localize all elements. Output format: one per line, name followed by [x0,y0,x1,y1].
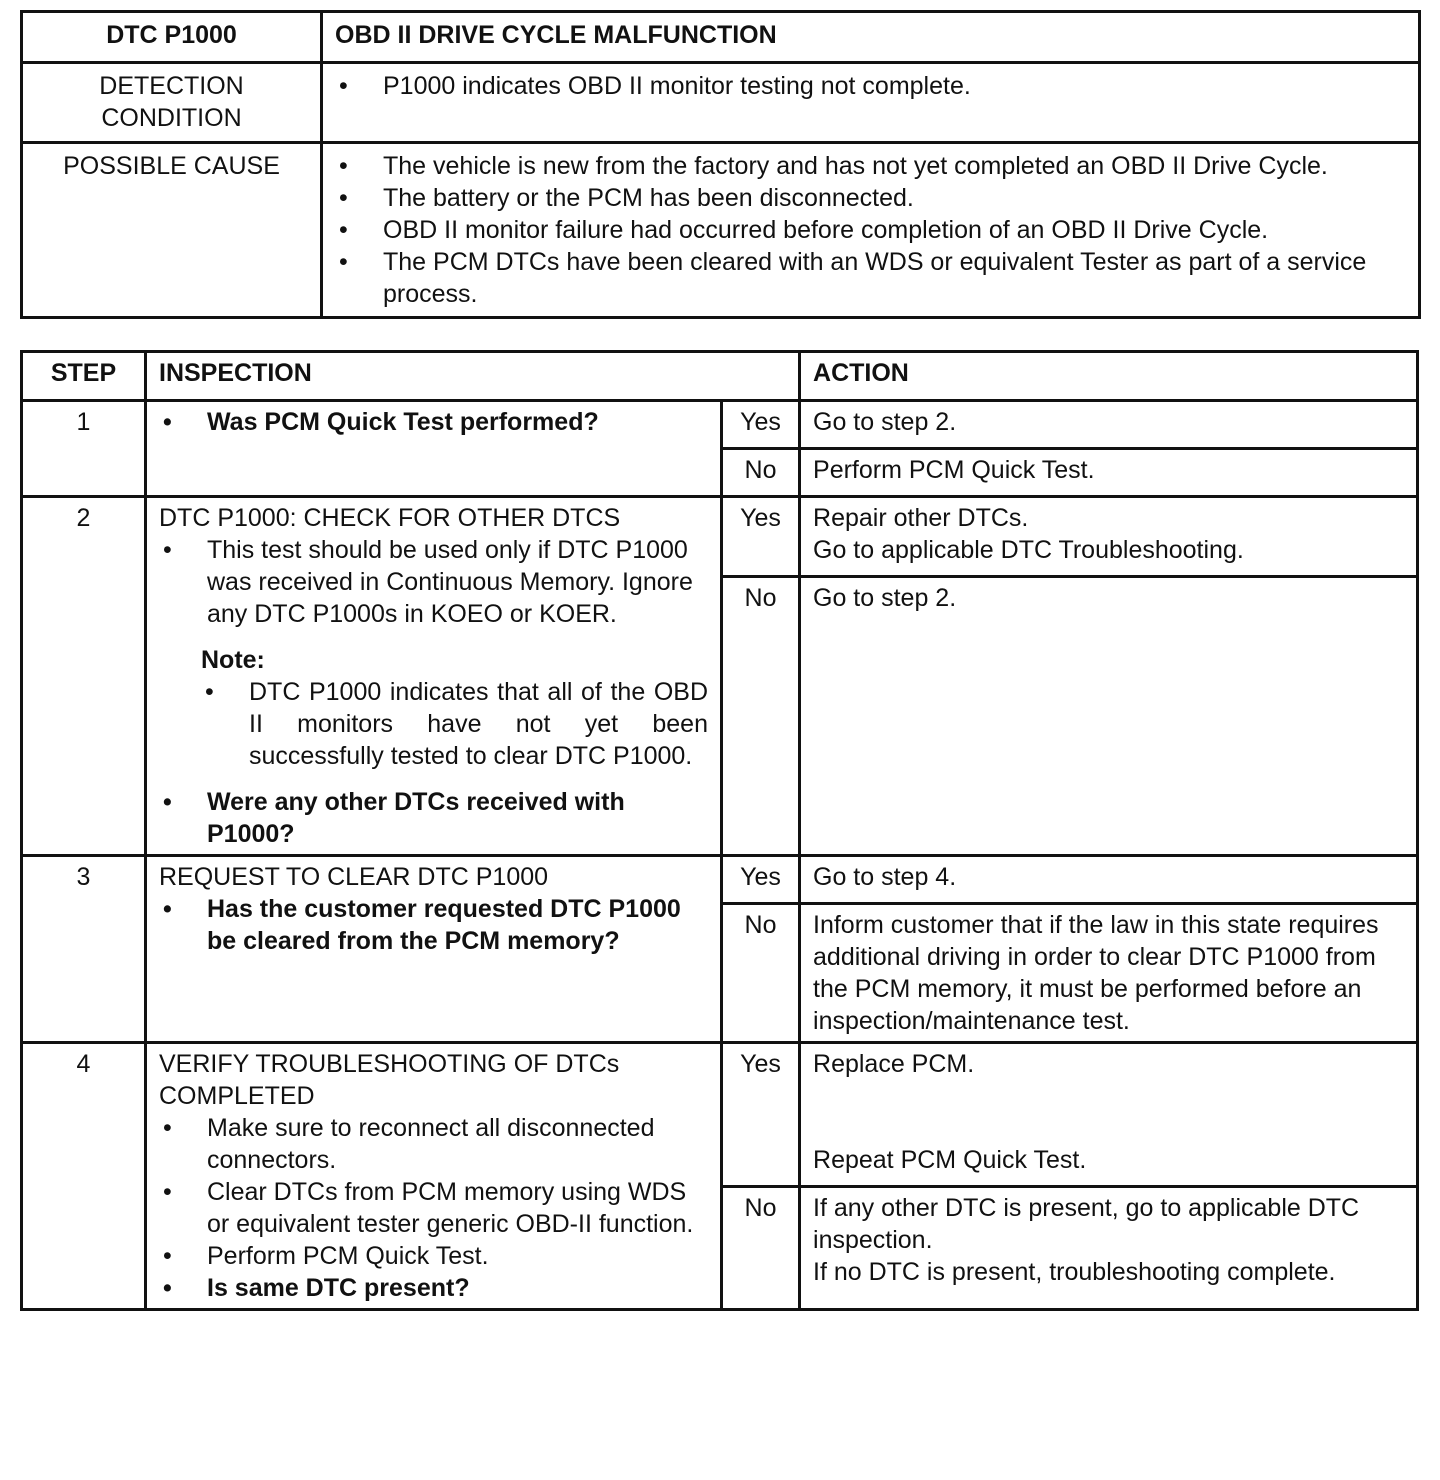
header-step: STEP [22,352,146,401]
cause-cell [322,143,1420,318]
step-2-yes-action-line: Repair other DTCs. [813,504,1029,532]
step-3-row [22,856,1418,904]
step-2-question: • Were any other DTCs received with P1000? [159,786,708,850]
step-1-number: 1 [22,401,146,497]
step-2-row [22,497,1418,577]
step-2-yes-action-line: Go to applicable DTC Troubleshooting. [813,536,1244,564]
step-4-bullet: • Clear DTCs from PCM memory using WDS or equivalent tester generic OBD-II function. [159,1176,708,1240]
spacer [813,1080,1404,1144]
step-3-title: REQUEST TO CLEAR DTC P1000 [159,863,549,891]
step-2-bullet: • This test should be used only if DTC P1000 was received in Continuous Memory. Ignore any DTC P1000s in KOEO or KOER. [159,534,708,630]
dtc-info-table [20,10,1421,319]
step-3-yes: Yes [722,856,800,904]
dtc-title: OBD II DRIVE CYCLE MALFUNCTION [322,12,1420,63]
step-2-yes: Yes [722,497,800,577]
header-inspection: INSPECTION [146,352,800,401]
step-4-no-action [800,1187,1418,1310]
cause-item: • The PCM DTCs have been cleared with an WDS or equivalent Tester as part of a service process. [335,246,1406,310]
step-3-no: No [722,904,800,1043]
step-2-number: 2 [22,497,146,856]
detection-row [22,63,1420,143]
step-1-row [22,401,1418,449]
step-1-yes: Yes [722,401,800,449]
detection-cell [322,63,1420,143]
dtc-header-row [22,12,1420,63]
step-2-no: No [722,577,800,856]
cause-item: • The battery or the PCM has been disconnected. [335,182,1406,214]
step-1-inspection [146,401,722,497]
step-4-no-action-line: If any other DTC is present, go to applicable DTC inspection. [813,1194,1360,1254]
step-1-no: No [722,449,800,497]
step-2-note-label: Note: [201,646,265,674]
dtc-code: DTC P1000 [22,12,322,63]
step-4-question: • Is same DTC present? [159,1272,708,1304]
step-4-yes-action [800,1043,1418,1187]
step-4-number: 4 [22,1043,146,1310]
step-4-bullet: • Make sure to reconnect all disconnected connectors. [159,1112,708,1176]
step-1-no-action: Perform PCM Quick Test. [800,449,1418,497]
cause-label: POSSIBLE CAUSE [22,143,322,318]
step-4-row [22,1043,1418,1187]
step-3-question: • Has the customer requested DTC P1000 be cleared from the PCM memory? [159,893,708,957]
step-4-yes-action-line: Replace PCM. [813,1050,975,1078]
cause-item: • The vehicle is new from the factory and has not yet completed an OBD II Drive Cycle. [335,150,1406,182]
step-4-no: No [722,1187,800,1310]
step-4-title: VERIFY TROUBLESHOOTING OF DTCs COMPLETED [159,1050,620,1110]
cause-item: • OBD II monitor failure had occurred before completion of an OBD II Drive Cycle. [335,214,1406,246]
step-4-yes: Yes [722,1043,800,1187]
step-4-bullet: • Perform PCM Quick Test. [159,1240,708,1272]
step-2-title: DTC P1000: CHECK FOR OTHER DTCS [159,504,621,532]
steps-table [20,350,1419,1311]
steps-header-row [22,352,1418,401]
step-1-yes-action: Go to step 2. [800,401,1418,449]
detection-label: DETECTION CONDITION [22,63,322,143]
cause-row [22,143,1420,318]
step-2-yes-action [800,497,1418,577]
step-3-inspection [146,856,722,1043]
step-3-no-action: Inform customer that if the law in this state requires additional driving in order to clear DTC P1000 from the PCM memory, it must be performed before an inspection/maintenance test. [800,904,1418,1043]
detection-item: • P1000 indicates OBD II monitor testing not complete. [335,70,1406,102]
step-1-question: • Was PCM Quick Test performed? [159,406,708,438]
step-4-no-action-line: If no DTC is present, troubleshooting complete. [813,1258,1336,1286]
step-4-yes-action-line: Repeat PCM Quick Test. [813,1146,1087,1174]
step-4-inspection [146,1043,722,1310]
step-2-inspection [146,497,722,856]
step-2-note: • DTC P1000 indicates that all of the OBD II monitors have not yet been successfully tested to clear DTC P1000. [201,676,708,772]
header-action: ACTION [800,352,1418,401]
step-2-no-action: Go to step 2. [800,577,1418,856]
step-3-number: 3 [22,856,146,1043]
step-3-yes-action: Go to step 4. [800,856,1418,904]
